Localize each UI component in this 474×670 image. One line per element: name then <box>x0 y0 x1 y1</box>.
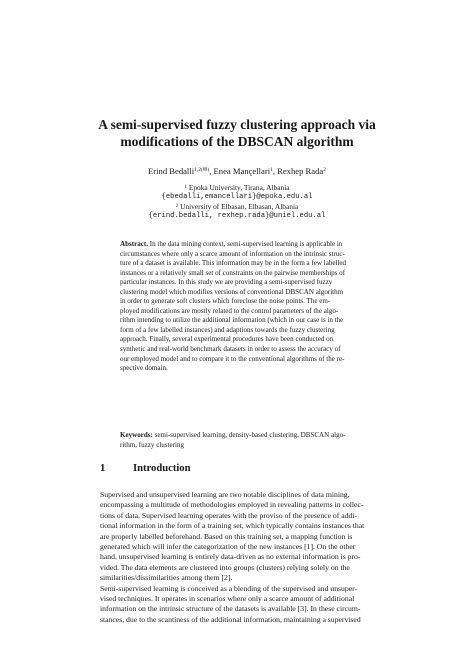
affiliation-line <box>60 183 414 193</box>
author-name: Erind Bedalli <box>148 166 195 176</box>
abstract-line <box>120 240 356 250</box>
abstract <box>120 240 356 374</box>
author-affil-mark: 2 <box>323 167 326 173</box>
body-line: vised techniques. It operates in scenarios where only a scarce amount of additional <box>100 594 355 604</box>
body-line: similarities/dissimilarities among them [2]. <box>100 573 233 583</box>
affiliation-text: Epoka University, Tirana, Albania <box>188 183 290 192</box>
body-line: information on the intrinsic structure of the datasets is available [3]. In these circum- <box>100 604 361 614</box>
body-line: vided. The data elements are clustered into groups (clusters) relying solely on the <box>100 562 350 572</box>
keywords-text: semi-supervised learning, density-based clustering, DBSCAN algo- <box>154 431 346 439</box>
abstract-text: In the data mining context, semi-supervised learning is applicable in <box>149 240 343 248</box>
keywords <box>120 431 356 450</box>
abstract-line: spective domain. <box>120 364 168 373</box>
body-text <box>100 490 376 625</box>
abstract-line: form of a few labelled instances) and adaptions towards the fuzzy clustering <box>120 325 335 334</box>
abstract-line: our employed model and to compare it to the conventional algorithms of the re- <box>120 354 345 363</box>
affiliation-mark: 1 <box>184 185 187 190</box>
section-number: 1 <box>100 463 106 474</box>
abstract-line: approach. Finally, several experimental procedures have been conducted on <box>120 335 334 344</box>
affiliation-line <box>60 202 414 212</box>
body-line: are properly labelled beforehand. Based on this training set, a mapping function is <box>100 531 353 541</box>
body-line: Semi-supervised learning is conceived as a blending of the supervised and unsuper- <box>100 583 358 593</box>
section-title: Introduction <box>133 463 191 474</box>
abstract-line: synthetic and real-world benchmark datasets in order to assess the accuracy of <box>120 345 341 354</box>
abstract-line: in order to generate soft clusters which foreclose the noise points. The em- <box>120 297 331 306</box>
body-line: Supervised and unsupervised learning are two notable disciplines of data mining, <box>100 490 350 499</box>
keywords-label: Keywords: <box>120 431 153 439</box>
body-line: tional information in the form of a training set, which typically contains instances that <box>100 521 365 531</box>
author-name: , Enea Mançellari <box>209 166 271 176</box>
abstract-line: instances or a relatively small set of constraints on the pairwise memberships of <box>120 268 346 277</box>
abstract-line: ture of a dataset is available. This information may be in the form a few labelled <box>120 259 347 268</box>
abstract-line: circumstances where only a scarce amount of information on the intrinsic struc- <box>120 249 345 258</box>
affiliation-email: {ebedalli,emancellari}@epoka.edu.al <box>161 192 313 201</box>
affiliation-mark: 2 <box>175 204 179 210</box>
abstract-line: clustering model which modifies versions of conventional DBSCAN algorithm <box>120 287 344 296</box>
keywords-line: rithm, fuzzy clustering <box>120 440 184 449</box>
author-affil-mark: 1,2(✉) <box>194 167 210 173</box>
section-heading <box>100 463 191 474</box>
author-name: , Rexhep Rada <box>272 166 324 176</box>
title-line: A semi-supervised fuzzy clustering approach via <box>98 117 376 132</box>
body-line: stances, due to the scantiness of the additional information, maintaining a supervised <box>100 614 361 624</box>
abstract-line: rithm intending to utilize the additional information (which in our case is in the <box>120 316 344 325</box>
body-line: tions of data. Supervised learning operates with the proviso of the presence of addi- <box>100 510 358 520</box>
keywords-line <box>120 431 356 441</box>
body-line: generated which will infer the categorization of the new instances [1]. On the other <box>100 542 356 552</box>
title-line: modifications of the DBSCAN algorithm <box>120 133 354 149</box>
paper-title <box>60 117 414 150</box>
body-line: hand, unsupervised learning is entirely data-driven as no external information is pro- <box>100 552 361 562</box>
author-affil-mark: 1 <box>270 167 273 173</box>
body-line: encompassing a multitude of methodologies employed in revealing patterns in collec- <box>100 500 364 510</box>
affiliation-text: University of Elbasan, Elbasan, Albania <box>180 202 299 212</box>
author-list <box>40 166 434 177</box>
abstract-label: Abstract. <box>120 240 148 248</box>
affiliations <box>60 183 414 221</box>
affiliation-email: {erind.bedalli, rexhep.rada}@uniel.edu.al <box>148 211 326 220</box>
abstract-line: ployed modifications are mostly related to the control parameters of the algo- <box>120 306 339 315</box>
abstract-line: particular instances. In this study we are providing a semi-supervised fuzzy <box>120 278 333 287</box>
